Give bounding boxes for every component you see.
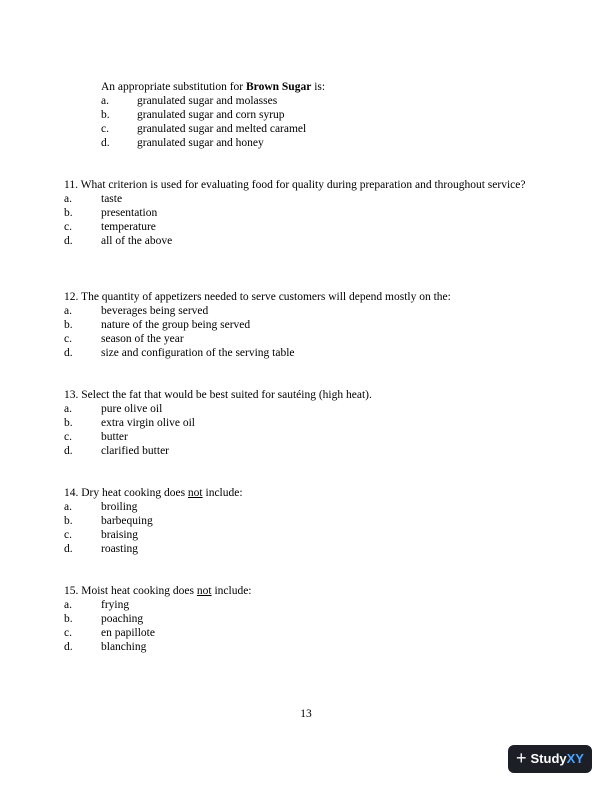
question-stem: 12. The quantity of appetizers needed to serve customers will depend mostly on the: [64, 291, 451, 303]
question-11 [64, 178, 534, 248]
question-13 [64, 388, 554, 458]
question-12 [64, 290, 554, 360]
answer-option: c. season of the year [64, 333, 184, 345]
answer-option: b. presentation [64, 207, 158, 219]
answer-option: c. granulated sugar and melted caramel [101, 123, 307, 135]
answer-option: b. barbequing [64, 515, 153, 527]
brand-logo: StudyXY [530, 751, 584, 766]
answer-option: b. poaching [64, 613, 144, 625]
answer-option: a. frying [64, 599, 130, 611]
answer-option: d. granulated sugar and honey [101, 137, 264, 149]
answer-option: d. clarified butter [64, 445, 170, 457]
studyxy-badge[interactable] [508, 745, 592, 773]
answer-option: a. broiling [64, 501, 138, 513]
answer-option: d. size and configuration of the serving table [64, 347, 295, 359]
answer-option: a. pure olive oil [64, 403, 163, 415]
question-14 [64, 486, 554, 556]
answer-option: a. beverages being served [64, 305, 209, 317]
answer-option: d. blanching [64, 641, 147, 653]
answer-option: c. en papillote [64, 627, 155, 639]
answer-option: a. taste [64, 193, 123, 205]
question-stem: 14. Dry heat cooking does not include: [64, 487, 243, 499]
answer-option: c. temperature [64, 221, 156, 233]
question-15 [64, 584, 554, 654]
page-number: 13 [300, 708, 312, 720]
answer-option: d. roasting [64, 543, 139, 555]
answer-option: c. butter [64, 431, 128, 443]
answer-option: b. granulated sugar and corn syrup [101, 109, 285, 121]
question-stem: 11. What criterion is used for evaluating food for quality during preparation and throughout service? [64, 179, 526, 191]
question-stem: 13. Select the fat that would be best suited for sautéing (high heat). [64, 389, 372, 401]
answer-option: b. extra virgin olive oil [64, 417, 196, 429]
answer-option: d. all of the above [64, 235, 173, 247]
answer-option: b. nature of the group being served [64, 319, 251, 331]
answer-option: a. granulated sugar and molasses [101, 95, 278, 107]
answer-option: c. braising [64, 529, 139, 541]
question-stem: 15. Moist heat cooking does not include: [64, 585, 252, 597]
question-stem: An appropriate substitution for Brown Sugar is: [101, 81, 326, 93]
plus-icon: + [516, 748, 527, 768]
question-brown-sugar [101, 80, 591, 150]
